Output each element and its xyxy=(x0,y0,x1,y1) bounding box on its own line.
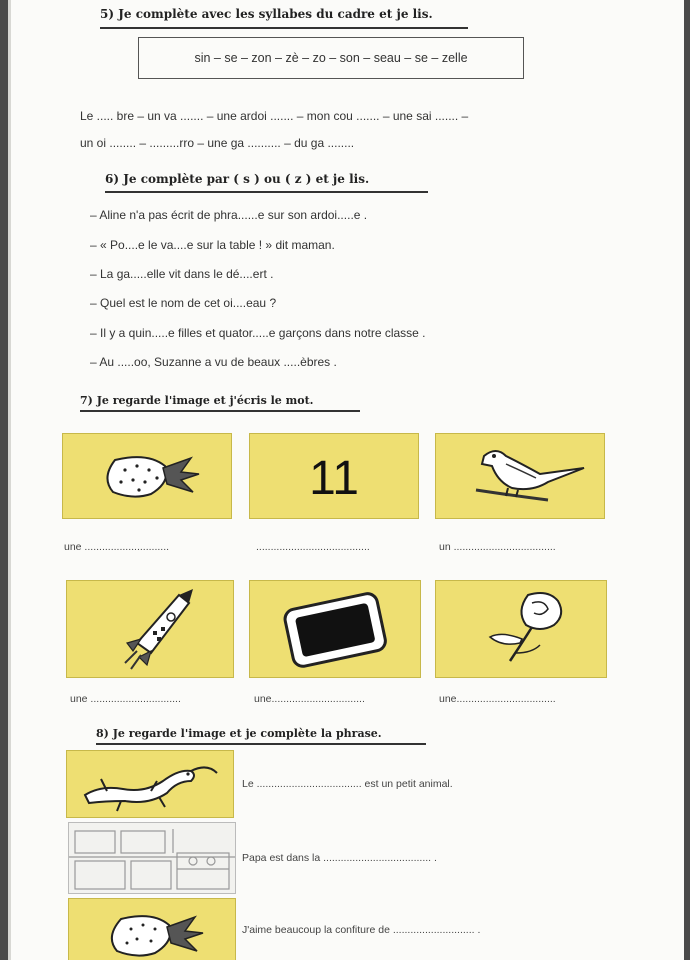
ex5-line-2: un oi ........ – .........rro – une ga .......... – du ga ........ xyxy=(80,136,355,150)
rose-icon xyxy=(436,581,606,677)
ex5-title: 5) Je complète avec les syllabes du cadre et je lis. xyxy=(100,7,433,21)
ex6-line-5: – Il y a quin.....e filles et quator.....e garçons dans notre classe . xyxy=(90,326,426,340)
picture-strawberry-2 xyxy=(68,898,236,960)
rocket-icon xyxy=(67,581,233,677)
ex7-title-underline xyxy=(80,410,360,412)
ex8-sentence-3: J'aime beaucoup la confiture de ............................ . xyxy=(242,924,481,936)
strawberry-icon xyxy=(63,434,231,518)
kitchen-icon xyxy=(69,823,235,893)
worksheet-page xyxy=(8,0,684,960)
slate-icon xyxy=(250,581,420,677)
answer-line-1: une ............................. xyxy=(64,541,170,553)
syllable-box xyxy=(138,37,524,79)
eleven-picture xyxy=(250,434,418,518)
answer-line-3: un ................................... xyxy=(439,541,556,553)
eleven-number: 11 xyxy=(309,452,359,505)
ex6-line-3: – La ga.....elle vit dans le dé....ert . xyxy=(90,267,274,281)
picture-lizard xyxy=(66,750,234,818)
ex6-title: 6) Je complète par ( s ) ou ( z ) et je lis. xyxy=(105,172,370,186)
picture-number-eleven xyxy=(249,433,419,519)
ex8-sentence-1: Le .................................... est un petit animal. xyxy=(242,778,453,790)
lizard-icon xyxy=(67,751,233,817)
picture-rocket xyxy=(66,580,234,678)
ex6-line-4: – Quel est le nom de cet oi....eau ? xyxy=(90,296,277,310)
ex6-line-1: – Aline n'a pas écrit de phra......e sur son ardoi.....e . xyxy=(90,208,368,222)
picture-kitchen xyxy=(68,822,236,894)
ex6-line-6: – Au .....oo, Suzanne a vu de beaux .....èbres . xyxy=(90,355,337,369)
ex8-title: 8) Je regarde l'image et je complète la phrase. xyxy=(96,727,382,740)
ex6-title-underline xyxy=(105,191,428,193)
picture-strawberry xyxy=(62,433,232,519)
picture-rose xyxy=(435,580,607,678)
bird-icon xyxy=(436,434,604,518)
ex8-title-underline xyxy=(96,743,426,745)
answer-line-4: une ............................... xyxy=(70,693,181,705)
page-edge xyxy=(8,0,11,960)
answer-line-6: une.................................. xyxy=(439,693,556,705)
ex8-sentence-2: Papa est dans la ..................................... . xyxy=(242,852,437,864)
strawberry-icon xyxy=(69,899,235,960)
picture-slate xyxy=(249,580,421,678)
ex5-line-1: Le ..... bre – un va ....... – une ardoi ....... – mon cou ....... – une sai ....... – xyxy=(80,109,469,123)
ex7-title: 7) Je regarde l'image et j'écris le mot. xyxy=(80,394,314,407)
answer-line-5: une................................ xyxy=(254,693,365,705)
ex6-line-2: – « Po....e le va....e sur la table ! » dit maman. xyxy=(90,238,335,252)
ex5-title-underline xyxy=(100,27,468,29)
picture-bird xyxy=(435,433,605,519)
syllable-list: sin – se – zon – zè – zo – son – seau – se – zelle xyxy=(194,51,468,65)
answer-line-2: ....................................... xyxy=(256,541,370,553)
